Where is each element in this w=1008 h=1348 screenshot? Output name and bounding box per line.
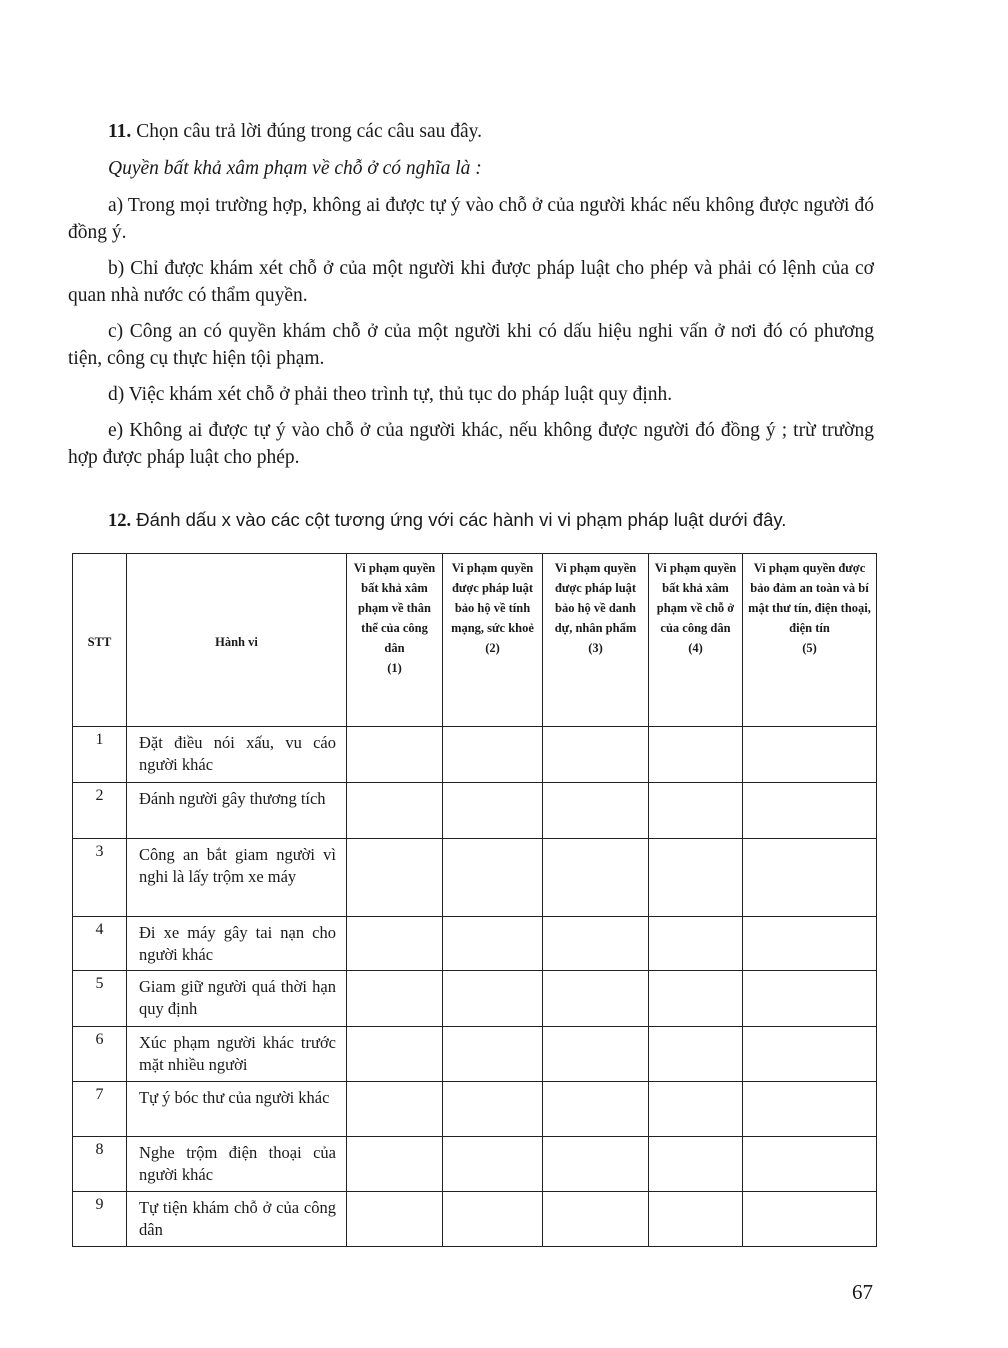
answer-cell[interactable] (443, 783, 543, 839)
header-action: Hành vi (127, 554, 347, 727)
question-11-intro: Quyền bất khả xâm phạm về chỗ ở có nghĩa là : (108, 158, 482, 179)
row-stt: 8 (73, 1137, 127, 1192)
answer-cell[interactable] (543, 1192, 649, 1247)
answer-cell[interactable] (743, 1082, 877, 1137)
answer-cell[interactable] (347, 917, 443, 971)
answer-cell[interactable] (743, 1192, 877, 1247)
header-col-5-number: (5) (802, 641, 817, 655)
answer-cell[interactable] (347, 1082, 443, 1137)
answer-cell[interactable] (543, 917, 649, 971)
answer-cell[interactable] (347, 1192, 443, 1247)
row-stt: 6 (73, 1027, 127, 1082)
answer-cell[interactable] (743, 783, 877, 839)
answer-cell[interactable] (443, 917, 543, 971)
option-e: e) Không ai được tự ý vào chỗ ở của người khác, nếu không được người đó đồng ý ; trừ trường hợp được pháp luật cho phép. (68, 420, 874, 468)
table-row (73, 1137, 877, 1192)
answer-cell[interactable] (543, 1027, 649, 1082)
answer-cell[interactable] (443, 1192, 543, 1247)
header-stt: STT (73, 554, 127, 727)
question-12-instruction: Đánh dấu x vào các cột tương ứng với các hành vi vi phạm pháp luật dưới đây. (136, 509, 787, 530)
answer-cell[interactable] (443, 1137, 543, 1192)
answer-cell[interactable] (743, 917, 877, 971)
answer-cell[interactable] (443, 839, 543, 917)
answer-cell[interactable] (649, 839, 743, 917)
answer-cell[interactable] (347, 971, 443, 1027)
row-stt: 7 (73, 1082, 127, 1137)
header-col-5-label: Vi phạm quyền được bảo đảm an toàn và bí mật thư tín, điện thoại, điện tín (748, 561, 871, 635)
header-col-4-label: Vi phạm quyền bất khả xâm phạm về chỗ ở của công dân (654, 561, 737, 635)
row-action: Tự ý bóc thư của người khác (127, 1082, 347, 1137)
question-11-number: 11. (108, 121, 132, 142)
row-action: Xúc phạm người khác trước mặt nhiều người (127, 1027, 347, 1082)
answer-cell[interactable] (347, 727, 443, 783)
row-action: Đi xe máy gây tai nạn cho người khác (127, 917, 347, 971)
table-row (73, 971, 877, 1027)
row-stt: 3 (73, 839, 127, 917)
table-row (73, 1192, 877, 1247)
header-col-3-label: Vi phạm quyền được pháp luật bảo hộ về danh dự, nhân phẩm (554, 561, 637, 635)
page-number: 67 (852, 1280, 873, 1304)
header-col-1-number: (1) (387, 661, 402, 675)
answer-cell[interactable] (649, 971, 743, 1027)
table-row (73, 1082, 877, 1137)
answer-cell[interactable] (649, 917, 743, 971)
answer-cell[interactable] (443, 1027, 543, 1082)
table-row (73, 917, 877, 971)
question-12-number: 12. (108, 511, 132, 531)
table-header-row (73, 554, 877, 727)
option-a: a) Trong mọi trường hợp, không ai được tự ý vào chỗ ở của người khác nếu không được người đó đồng ý. (68, 195, 874, 243)
answer-cell[interactable] (649, 727, 743, 783)
answer-cell[interactable] (443, 1082, 543, 1137)
question-12 (108, 507, 878, 534)
answer-cell[interactable] (743, 1027, 877, 1082)
answer-cell[interactable] (443, 971, 543, 1027)
answer-cell[interactable] (743, 839, 877, 917)
header-col-3-number: (3) (588, 641, 603, 655)
answer-cell[interactable] (347, 839, 443, 917)
option-d: d) Việc khám xét chỗ ở phải theo trình tự, thủ tục do pháp luật quy định. (108, 384, 673, 405)
row-action: Đặt điều nói xấu, vu cáo người khác (127, 727, 347, 783)
row-stt: 4 (73, 917, 127, 971)
header-col-1 (347, 554, 443, 727)
row-stt: 5 (73, 971, 127, 1027)
header-col-2-number: (2) (485, 641, 500, 655)
answer-cell[interactable] (649, 1082, 743, 1137)
answer-cell[interactable] (649, 1137, 743, 1192)
row-action: Giam giữ người quá thời hạn quy định (127, 971, 347, 1027)
row-action: Đánh người gây thương tích (127, 783, 347, 839)
answer-cell[interactable] (347, 1137, 443, 1192)
answer-cell[interactable] (649, 1027, 743, 1082)
header-col-2 (443, 554, 543, 727)
table-row (73, 1027, 877, 1082)
row-action: Nghe trộm điện thoại của người khác (127, 1137, 347, 1192)
table-row (73, 727, 877, 783)
header-col-1-label: Vi phạm quyền bất khả xâm phạm về thân thể của công dân (353, 561, 436, 655)
question-11-title (68, 118, 874, 145)
header-col-2-label: Vi phạm quyền được pháp luật bảo hộ về tính mạng, sức khoẻ (451, 561, 534, 635)
option-c: c) Công an có quyền khám chỗ ở của một người khi có dấu hiệu nghi vấn ở nơi đó có phương tiện, công cụ thực hiện tội phạm. (68, 321, 874, 369)
question-11 (68, 118, 874, 480)
answer-cell[interactable] (743, 1137, 877, 1192)
option-b: b) Chỉ được khám xét chỗ ở của một người khi được pháp luật cho phép và phải có lệnh của cơ quan nhà nước có thẩm quyền. (68, 258, 874, 306)
table-row (73, 783, 877, 839)
row-action: Tự tiện khám chỗ ở của công dân (127, 1192, 347, 1247)
header-col-3 (543, 554, 649, 727)
answer-cell[interactable] (443, 727, 543, 783)
table-row (73, 839, 877, 917)
answer-cell[interactable] (543, 839, 649, 917)
answer-cell[interactable] (347, 1027, 443, 1082)
answer-cell[interactable] (743, 727, 877, 783)
answer-cell[interactable] (649, 1192, 743, 1247)
answer-cell[interactable] (543, 971, 649, 1027)
row-action: Công an bắt giam người vì nghi là lấy trộm xe máy (127, 839, 347, 917)
question-11-text: Chọn câu trả lời đúng trong các câu sau đây. (136, 121, 483, 142)
header-col-5 (743, 554, 877, 727)
row-stt: 1 (73, 727, 127, 783)
answer-cell[interactable] (649, 783, 743, 839)
header-col-4 (649, 554, 743, 727)
answer-cell[interactable] (543, 1137, 649, 1192)
answer-cell[interactable] (743, 971, 877, 1027)
header-col-4-number: (4) (688, 641, 703, 655)
violations-table (72, 553, 877, 1247)
answer-cell[interactable] (347, 783, 443, 839)
answer-cell[interactable] (543, 1082, 649, 1137)
answer-cell[interactable] (543, 783, 649, 839)
row-stt: 2 (73, 783, 127, 839)
row-stt: 9 (73, 1192, 127, 1247)
answer-cell[interactable] (543, 727, 649, 783)
